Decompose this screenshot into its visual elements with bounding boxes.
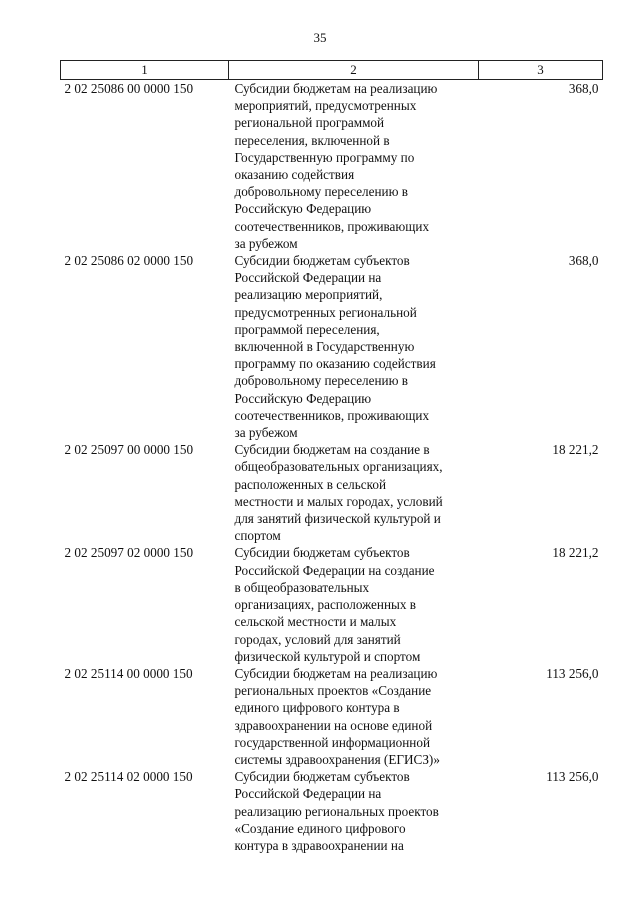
column-header-1: 1 — [61, 61, 229, 80]
description-line: реализацию региональных проектов — [234, 803, 439, 819]
description-line: Субсидии бюджетам субъектов — [234, 545, 410, 561]
amount: 113 256,0 — [546, 665, 599, 681]
description-line: системы здравоохранения (ЕГИСЗ)» — [234, 751, 440, 767]
description-line: Субсидии бюджетам на реализацию — [234, 665, 438, 681]
description — [229, 252, 479, 441]
description-line: региональных проектов «Создание — [234, 683, 432, 699]
amount: 368,0 — [568, 253, 599, 269]
table-row — [61, 665, 603, 768]
description-line: за рубежом — [234, 235, 298, 251]
description-line: организациях, расположенных в — [234, 597, 417, 613]
amount: 113 256,0 — [546, 769, 599, 785]
description-line: переселения, включенной в — [234, 132, 390, 148]
budget-code: 2 02 25114 00 0000 150 — [64, 665, 193, 681]
description-line: здравоохранении на основе единой — [234, 717, 433, 733]
description-line: Российскую Федерацию — [234, 390, 372, 406]
description-line: программой переселения, — [234, 321, 380, 337]
description-line: Российской Федерации на — [234, 270, 382, 286]
description-line: городах, условий для занятий — [234, 631, 401, 647]
column-header-3: 3 — [479, 61, 603, 80]
description — [229, 768, 479, 854]
amount: 18 221,2 — [552, 442, 599, 458]
budget-code: 2 02 25114 02 0000 150 — [64, 769, 193, 785]
budget-code: 2 02 25086 00 0000 150 — [64, 81, 194, 96]
description-line: соотечественников, проживающих — [234, 407, 430, 423]
description-line: расположенных в сельской — [234, 476, 387, 492]
description-line: Субсидии бюджетам субъектов — [234, 253, 410, 269]
description — [229, 544, 479, 664]
description-line: оказанию содействия — [234, 167, 355, 183]
amount: 18 221,2 — [552, 545, 599, 561]
description-line: Российской Федерации на создание — [234, 562, 435, 578]
description-line: «Создание единого цифрового — [234, 820, 406, 836]
description-line: в общеобразовательных — [234, 579, 370, 595]
description — [229, 441, 479, 544]
table-row — [61, 441, 603, 544]
table-row — [61, 768, 603, 854]
table-row — [61, 252, 603, 441]
budget-code: 2 02 25097 02 0000 150 — [64, 545, 194, 561]
page-number: 35 — [313, 30, 327, 45]
description — [229, 665, 479, 768]
description-line: за рубежом — [234, 425, 298, 441]
description-line: добровольному переселению в — [234, 373, 408, 389]
description-line: сельской местности и малых — [234, 614, 397, 630]
description-line: для занятий физической культурой и — [234, 511, 441, 527]
table-row — [61, 80, 603, 253]
description-line: государственной информационной — [234, 734, 431, 750]
description-line: Российской Федерации на — [234, 786, 382, 802]
description-line: программу по оказанию содействия — [234, 356, 436, 372]
description-line: Субсидии бюджетам на реализацию — [234, 81, 438, 96]
description-line: соотечественников, проживающих — [234, 218, 430, 234]
budget-table — [60, 60, 603, 854]
description-line: Субсидии бюджетам на создание в — [234, 442, 430, 458]
budget-code: 2 02 25086 02 0000 150 — [64, 253, 194, 269]
amount: 368,0 — [568, 81, 599, 96]
description-line: общеобразовательных организациях, — [234, 459, 443, 475]
description-line: Государственную программу по — [234, 149, 415, 165]
description-line: предусмотренных региональной — [234, 304, 417, 320]
description-line: Российскую Федерацию — [234, 201, 372, 217]
description-line: контура в здравоохранении на — [234, 837, 404, 853]
description-line: спортом — [234, 528, 281, 544]
table-header — [61, 61, 603, 80]
budget-code: 2 02 25097 00 0000 150 — [64, 442, 194, 458]
description-line: мероприятий, предусмотренных — [234, 98, 417, 114]
description-line: реализацию мероприятий, — [234, 287, 383, 303]
description-line: добровольному переселению в — [234, 184, 408, 200]
table-body — [61, 80, 603, 855]
description-line: физической культурой и спортом — [234, 648, 421, 664]
table-row — [61, 544, 603, 664]
description — [229, 80, 479, 253]
description-line: включенной в Государственную — [234, 339, 415, 355]
description-line: единого цифрового контура в — [234, 700, 400, 716]
description-line: местности и малых городах, условий — [234, 493, 443, 509]
description-line: региональной программой — [234, 115, 385, 131]
column-header-2: 2 — [229, 61, 479, 80]
description-line: Субсидии бюджетам субъектов — [234, 769, 410, 785]
